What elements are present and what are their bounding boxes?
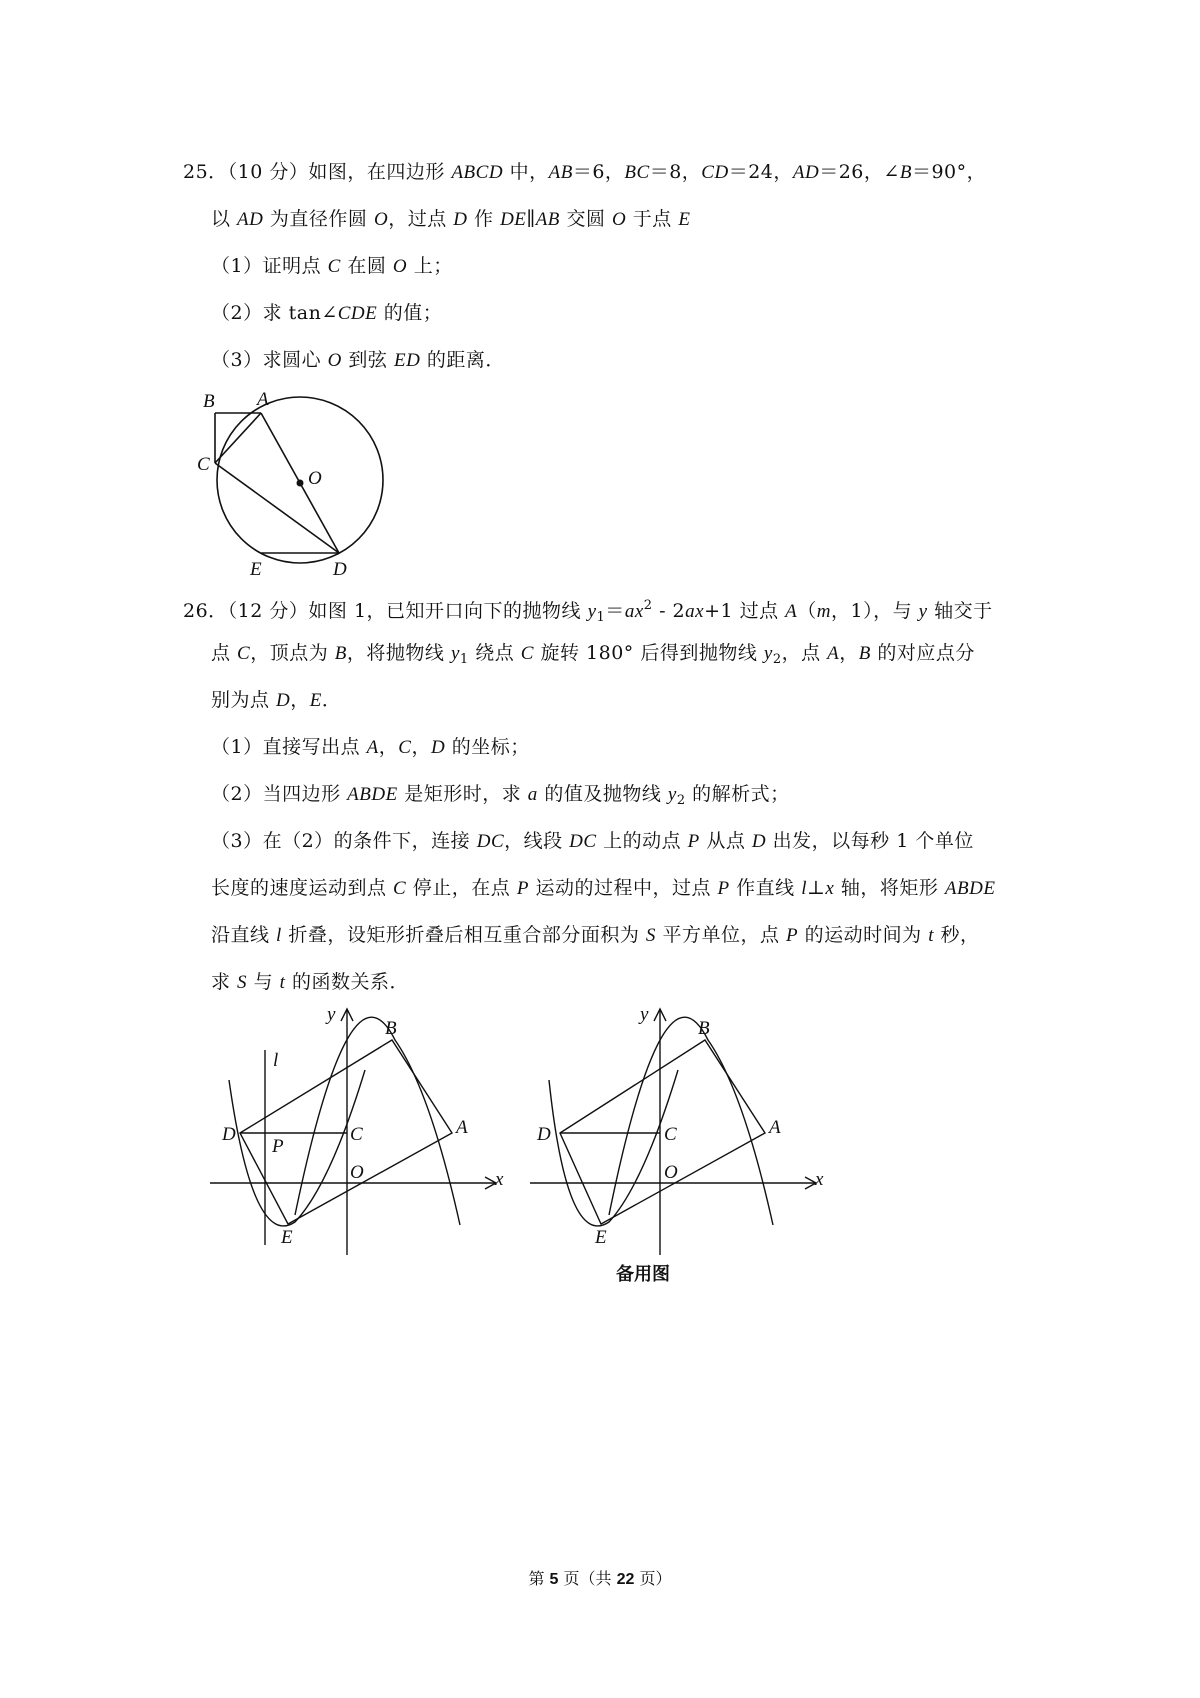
label-d: D — [537, 1124, 551, 1145]
q26-line-2: 点 C，顶点为 B，将抛物线 $y_1$ 绕点 C 旋转 180° 后得到抛物线 $y_2$，点 A，B 的对应点分 — [211, 642, 975, 667]
label-c: C — [664, 1124, 677, 1145]
label-e: E — [250, 559, 262, 580]
q26-line-1: 26．（12 分）如图 1，已知开口向下的抛物线 $y_1=ax^2 - 2ax+1$ 过点 A（m，1），与 y 轴交于 — [183, 598, 993, 625]
rectangle-abde — [240, 1040, 452, 1224]
q25-circle-figure — [197, 385, 405, 580]
label-o: O — [350, 1162, 364, 1183]
segment-ca — [215, 413, 261, 463]
label-x: x — [495, 1169, 504, 1190]
center-point-o — [297, 480, 304, 487]
q26-part-3-line-2: 长度的速度运动到点 C 停止，在点 P 运动的过程中，过点 P 作直线 l⊥x 轴，将矩形 ABDE — [211, 877, 996, 899]
label-x: x — [815, 1169, 824, 1190]
figure-2-caption: 备用图 — [616, 1264, 670, 1285]
q26-figure-2 — [525, 1000, 825, 1265]
label-d: D — [333, 559, 347, 580]
q26-part-3-line-1: （3）在（2）的条件下，连接 DC，线段 DC 上的动点 P 从点 D 出发，以每秒 1 个单位 — [211, 830, 974, 852]
label-b: B — [385, 1018, 397, 1039]
label-a: A — [456, 1117, 468, 1138]
label-c: C — [350, 1124, 363, 1145]
q25-part-3: （3）求圆心 O 到弦 ED 的距离． — [211, 349, 505, 371]
page-total: 22 — [616, 1571, 635, 1588]
q26-part-3-line-3: 沿直线 l 折叠，设矩形折叠后相互重合部分面积为 S 平方单位，点 P 的运动时间为 t 秒， — [211, 924, 980, 946]
label-y: y — [640, 1004, 649, 1025]
label-e: E — [281, 1227, 293, 1248]
q25-number: 25．（10 分） — [183, 161, 309, 183]
rectangle-abde — [560, 1040, 765, 1224]
q25-part-2: （2）求 tan∠CDE 的值； — [211, 302, 443, 324]
q25-line-1: 25．（10 分）如图，在四边形 ABCD 中，AB＝6，BC＝8，CD＝24，AD＝26，∠B＝90°， — [183, 161, 987, 183]
label-l: l — [273, 1050, 279, 1071]
label-e: E — [595, 1227, 607, 1248]
q26-figure-1 — [205, 1000, 505, 1265]
page-footer: 第 5 页（共 22 页） — [528, 1569, 672, 1588]
label-o: O — [664, 1162, 678, 1183]
label-a: A — [769, 1117, 781, 1138]
q26-line-3: 别为点 D，E． — [211, 689, 342, 711]
label-d: D — [222, 1124, 236, 1145]
label-a: A — [257, 389, 269, 410]
label-b: B — [203, 391, 215, 412]
q26-part-3-line-4: 求 S 与 t 的函数关系． — [211, 971, 409, 993]
q26-number: 26．（12 分） — [183, 600, 309, 622]
page-number: 5 — [549, 1571, 559, 1588]
q26-part-1: （1）直接写出点 A，C，D 的坐标； — [211, 736, 530, 758]
label-o: O — [308, 468, 322, 489]
label-p: P — [272, 1136, 284, 1157]
label-c: C — [197, 454, 210, 475]
parabola-y2 — [549, 1070, 678, 1226]
q25-part-1: （1）证明点 C 在圆 O 上； — [211, 255, 453, 277]
q25-line-2: 以 AD 为直径作圆 O，过点 D 作 DE∥AB 交圆 O 于点 E — [211, 208, 691, 230]
q26-part-2: （2）当四边形 ABDE 是矩形时，求 a 的值及抛物线 $y_2$ 的解析式； — [211, 783, 790, 808]
label-y: y — [327, 1004, 336, 1025]
label-b: B — [698, 1018, 710, 1039]
